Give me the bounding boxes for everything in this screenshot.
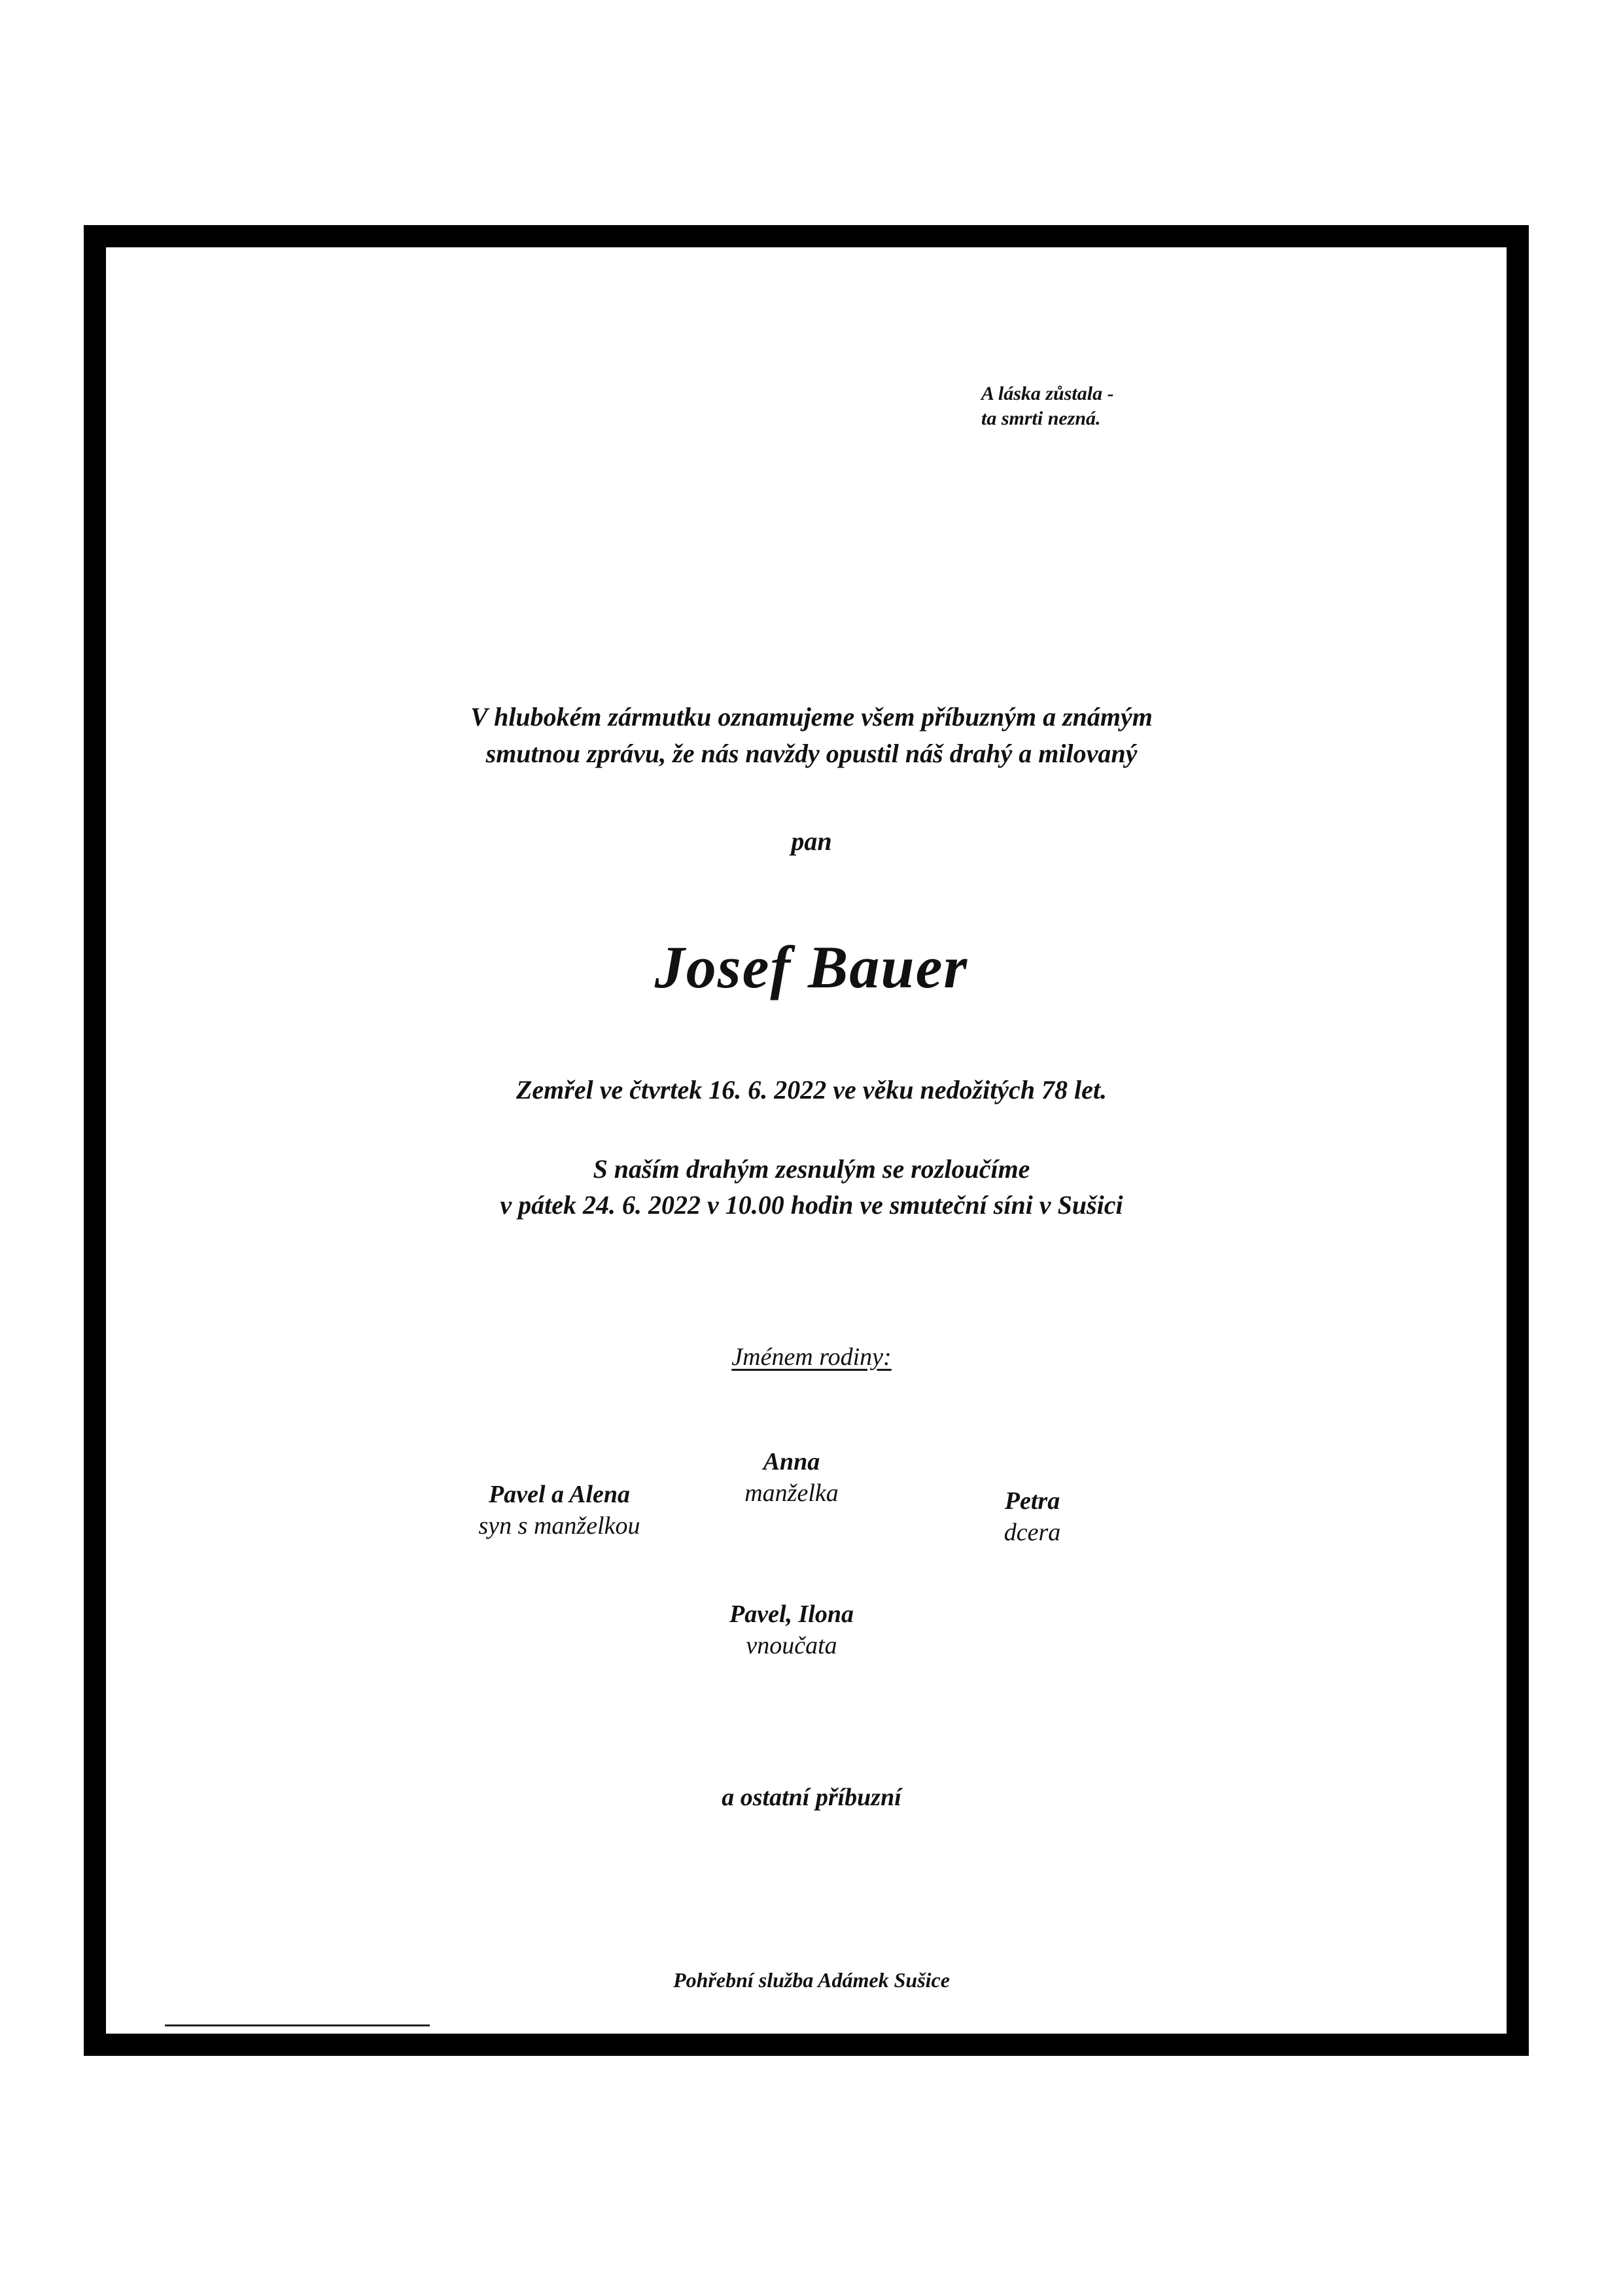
announcement-line-2: smutnou zprávu, že nás navždy opustil náš drahý a milovaný <box>485 739 1138 768</box>
mourner-wife-name: Anna <box>763 1448 820 1475</box>
mourning-border-frame <box>84 225 1529 2056</box>
other-relatives: a ostatní příbuzní <box>722 1784 901 1811</box>
mourner-grandchildren-name: Pavel, Ilona <box>729 1600 854 1628</box>
mourner-daughter <box>836 1487 1229 1547</box>
mourner-son-name: Pavel a Alena <box>489 1481 630 1508</box>
family-heading-text: Jménem rodiny: <box>731 1343 892 1371</box>
farewell-line-1: S naším drahým zesnulým se rozloučíme <box>593 1154 1030 1184</box>
motto-line-2: ta smrti nezná. <box>981 408 1101 429</box>
mourner-wife-relation: manželka <box>744 1479 839 1507</box>
death-info: Zemřel ve čtvrtek 16. 6. 2022 ve věku nedožitých 78 let. <box>515 1075 1108 1104</box>
deceased-name: Josef Bauer <box>654 934 969 1000</box>
mourner-daughter-relation: dcera <box>1003 1519 1061 1546</box>
farewell-line-2: v pátek 24. 6. 2022 v 10.00 hodin ve smuteční síni v Sušici <box>500 1190 1123 1220</box>
motto-line-1: A láska zůstala - <box>981 383 1114 404</box>
mourner-grandchildren-relation: vnoučata <box>746 1632 837 1659</box>
family-heading <box>0 1343 1623 1371</box>
mourner-grandchildren <box>595 1600 988 1660</box>
funeral-service-footer: Pohřební služba Adámek Sušice <box>673 1968 950 1992</box>
bottom-rule <box>165 2024 430 2026</box>
mourner-daughter-name: Petra <box>1004 1487 1060 1515</box>
title-pan: pan <box>791 826 832 856</box>
mourner-son-relation: syn s manželkou <box>478 1512 640 1540</box>
motto <box>981 383 1114 430</box>
announcement-line-1: V hlubokém zármutku oznamujeme všem příbuzným a známým <box>470 702 1153 732</box>
